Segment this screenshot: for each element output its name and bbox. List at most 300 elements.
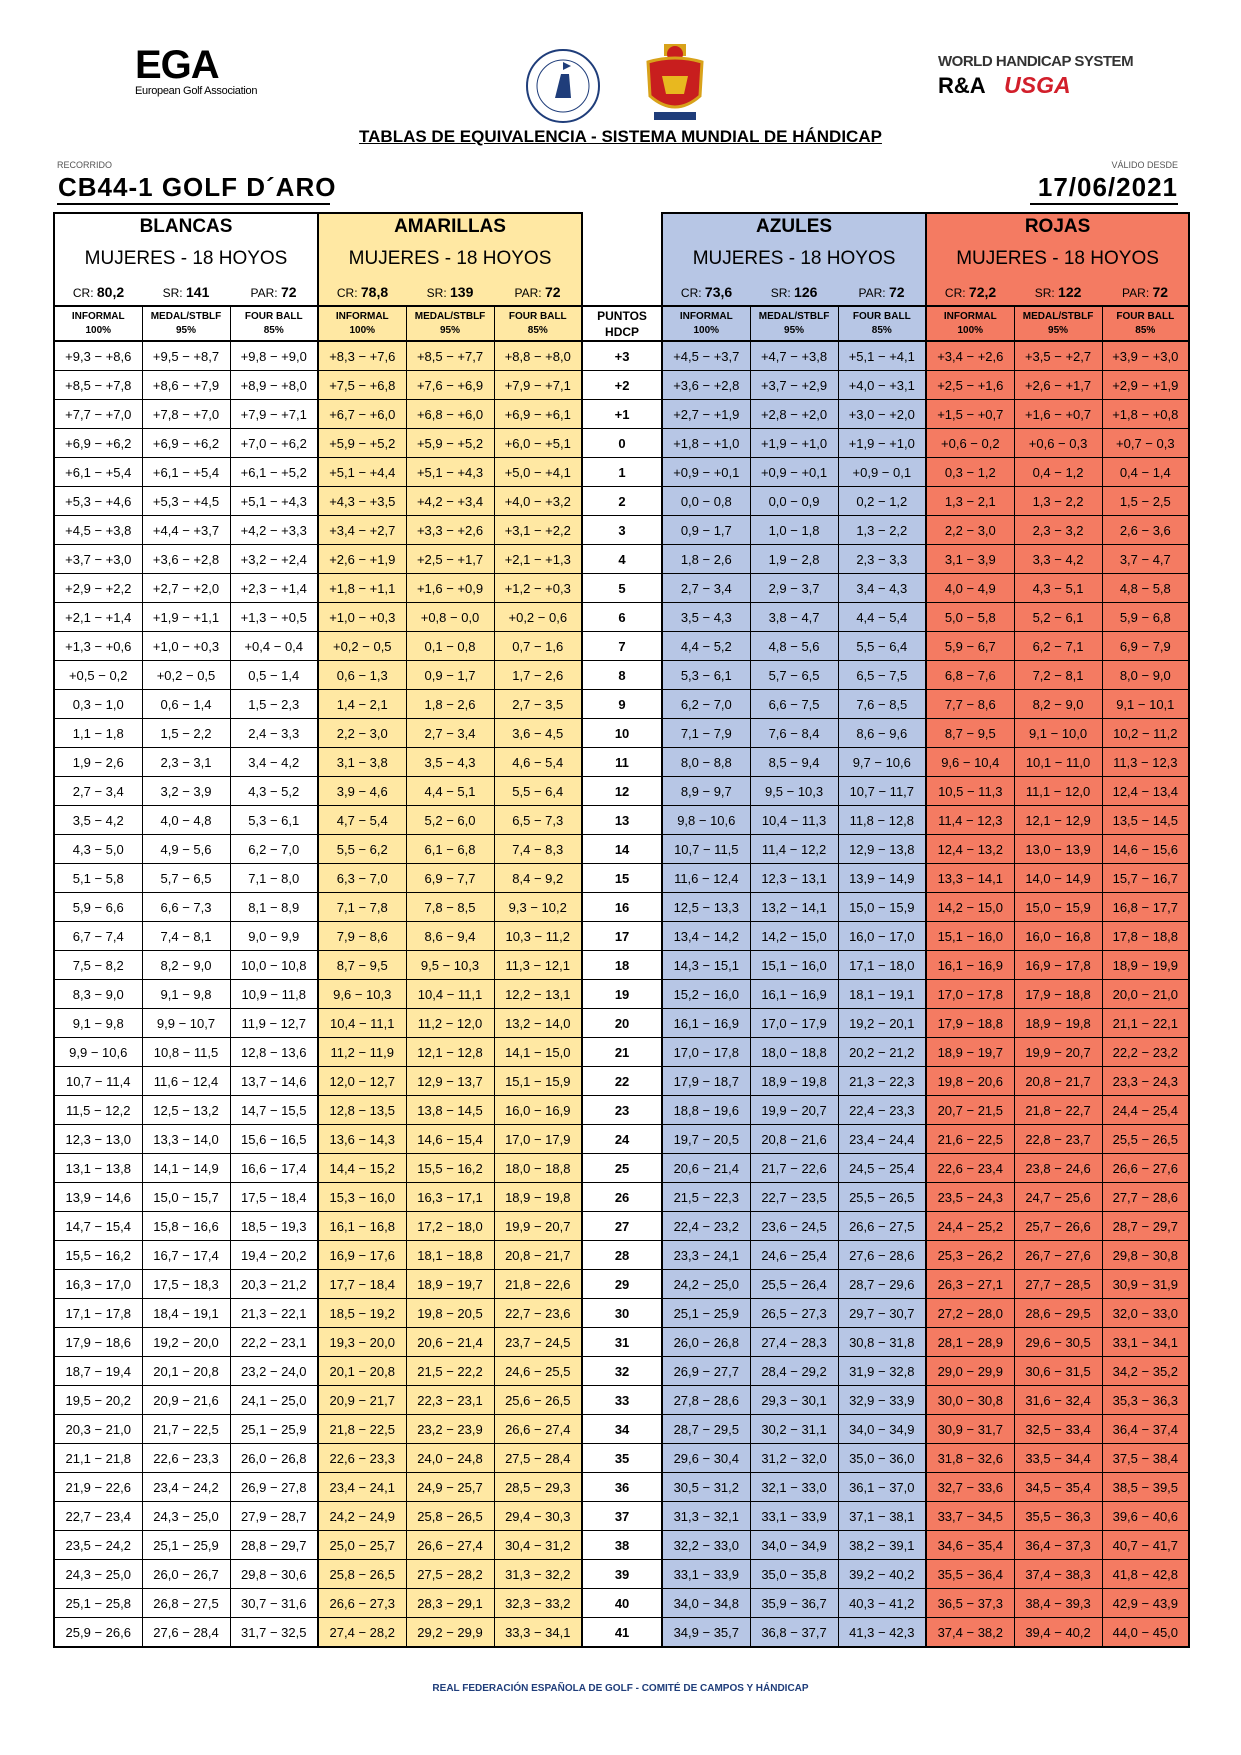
range-cell: +7,6 − +6,9 bbox=[406, 371, 494, 400]
range-cell: 1,9 − 2,6 bbox=[54, 748, 142, 777]
tee-name-azules: AZULES bbox=[662, 213, 926, 240]
range-cell: +6,1 − +5,4 bbox=[54, 458, 142, 487]
range-cell: 20,9 − 21,6 bbox=[142, 1386, 230, 1415]
ega-logo-subtitle: European Golf Association bbox=[135, 85, 258, 97]
range-cell: +5,1 − +4,3 bbox=[406, 458, 494, 487]
range-cell: 3,5 − 4,3 bbox=[406, 748, 494, 777]
range-cell: 11,4 − 12,2 bbox=[750, 835, 838, 864]
range-cell: 17,0 − 17,9 bbox=[750, 1009, 838, 1038]
range-cell: +4,3 − +3,5 bbox=[318, 487, 406, 516]
range-cell: 8,7 − 9,5 bbox=[318, 951, 406, 980]
range-cell: 13,2 − 14,1 bbox=[750, 893, 838, 922]
range-cell: +1,0 − +0,3 bbox=[318, 603, 406, 632]
range-cell: 21,1 − 21,8 bbox=[54, 1444, 142, 1473]
range-cell: 35,5 − 36,4 bbox=[926, 1560, 1014, 1589]
range-cell: 3,6 − 4,5 bbox=[494, 719, 582, 748]
range-cell: 20,3 − 21,2 bbox=[230, 1270, 318, 1299]
rating-cr-azules bbox=[662, 278, 750, 306]
range-cell: 16,9 − 17,8 bbox=[1014, 951, 1102, 980]
range-cell: +0,2 − 0,6 bbox=[494, 603, 582, 632]
table-row bbox=[54, 516, 1189, 545]
range-cell: 14,1 − 14,9 bbox=[142, 1154, 230, 1183]
tee-name-amarillas: AMARILLAS bbox=[318, 213, 582, 240]
usga-logo: USGA bbox=[1004, 72, 1071, 98]
range-cell: 8,0 − 8,8 bbox=[662, 748, 750, 777]
range-cell: 28,4 − 29,2 bbox=[750, 1357, 838, 1386]
range-cell: 39,4 − 40,2 bbox=[1014, 1618, 1102, 1648]
sr-label: SR: bbox=[426, 285, 447, 300]
range-cell: +0,8 − 0,0 bbox=[406, 603, 494, 632]
range-cell: +5,1 − +4,3 bbox=[230, 487, 318, 516]
table-row bbox=[54, 835, 1189, 864]
table-row bbox=[54, 1531, 1189, 1560]
range-cell: 17,8 − 18,8 bbox=[1102, 922, 1189, 951]
range-cell: 4,6 − 5,4 bbox=[494, 748, 582, 777]
range-cell: 4,9 − 5,6 bbox=[142, 835, 230, 864]
range-cell: 20,8 − 21,6 bbox=[750, 1125, 838, 1154]
range-cell: 2,3 − 3,1 bbox=[142, 748, 230, 777]
range-cell: 28,5 − 29,3 bbox=[494, 1473, 582, 1502]
puntos-hdcp-cell: 9 bbox=[582, 690, 662, 719]
range-cell: +8,6 − +7,9 bbox=[142, 371, 230, 400]
range-cell: 6,7 − 7,4 bbox=[54, 922, 142, 951]
range-cell: 18,5 − 19,2 bbox=[318, 1299, 406, 1328]
column-gap bbox=[582, 240, 662, 278]
range-cell: 8,5 − 9,4 bbox=[750, 748, 838, 777]
table-row bbox=[54, 574, 1189, 603]
range-cell: 8,6 − 9,6 bbox=[838, 719, 926, 748]
range-cell: 23,3 − 24,1 bbox=[662, 1241, 750, 1270]
range-cell: +2,9 − +1,9 bbox=[1102, 371, 1189, 400]
column-header-blancas bbox=[230, 306, 318, 341]
par-label: PAR: bbox=[858, 285, 886, 300]
range-cell: +1,3 − +0,5 bbox=[230, 603, 318, 632]
puntos-hdcp-cell: 4 bbox=[582, 545, 662, 574]
range-cell: 12,1 − 12,9 bbox=[1014, 806, 1102, 835]
range-cell: 7,2 − 8,1 bbox=[1014, 661, 1102, 690]
column-header-mode: INFORMAL bbox=[943, 310, 997, 322]
column-header-rojas bbox=[1102, 306, 1189, 341]
table-row bbox=[54, 980, 1189, 1009]
puntos-hdcp-cell: 25 bbox=[582, 1154, 662, 1183]
range-cell: 12,5 − 13,3 bbox=[662, 893, 750, 922]
column-header-mode: INFORMAL bbox=[679, 310, 733, 322]
column-header-azules bbox=[750, 306, 838, 341]
range-cell: 26,0 − 26,8 bbox=[662, 1328, 750, 1357]
ega-logo bbox=[135, 45, 257, 97]
range-cell: 27,4 − 28,3 bbox=[750, 1328, 838, 1357]
puntos-hdcp-cell: 36 bbox=[582, 1473, 662, 1502]
whs-logo bbox=[938, 53, 1133, 99]
range-cell: 26,6 − 27,4 bbox=[494, 1415, 582, 1444]
range-cell: 9,6 − 10,3 bbox=[318, 980, 406, 1009]
range-cell: 28,7 − 29,6 bbox=[838, 1270, 926, 1299]
range-cell: 25,8 − 26,5 bbox=[318, 1560, 406, 1589]
range-cell: +1,6 − +0,7 bbox=[1014, 400, 1102, 429]
range-cell: 25,5 − 26,5 bbox=[1102, 1125, 1189, 1154]
range-cell: 19,8 − 20,6 bbox=[926, 1067, 1014, 1096]
range-cell: 6,2 − 7,1 bbox=[1014, 632, 1102, 661]
range-cell: 5,2 − 6,0 bbox=[406, 806, 494, 835]
column-header-azules bbox=[838, 306, 926, 341]
range-cell: +5,1 − +4,1 bbox=[838, 341, 926, 371]
range-cell: 20,3 − 21,0 bbox=[54, 1415, 142, 1444]
range-cell: +5,1 − +4,4 bbox=[318, 458, 406, 487]
range-cell: 26,3 − 27,1 bbox=[926, 1270, 1014, 1299]
range-cell: 24,3 − 25,0 bbox=[54, 1560, 142, 1589]
range-cell: 11,8 − 12,8 bbox=[838, 806, 926, 835]
range-cell: 24,6 − 25,4 bbox=[750, 1241, 838, 1270]
range-cell: 19,5 − 20,2 bbox=[54, 1386, 142, 1415]
range-cell: 44,0 − 45,0 bbox=[1102, 1618, 1189, 1648]
range-cell: 35,0 − 35,8 bbox=[750, 1560, 838, 1589]
range-cell: 22,6 − 23,3 bbox=[318, 1444, 406, 1473]
par-label: PAR: bbox=[250, 285, 278, 300]
range-cell: 33,7 − 34,5 bbox=[926, 1502, 1014, 1531]
puntos-hdcp-cell: 30 bbox=[582, 1299, 662, 1328]
range-cell: 0,7 − 1,6 bbox=[494, 632, 582, 661]
range-cell: 24,3 − 25,0 bbox=[142, 1502, 230, 1531]
range-cell: 4,4 − 5,2 bbox=[662, 632, 750, 661]
range-cell: 7,7 − 8,6 bbox=[926, 690, 1014, 719]
range-cell: +6,9 − +6,2 bbox=[142, 429, 230, 458]
range-cell: 3,8 − 4,7 bbox=[750, 603, 838, 632]
rating-par-amarillas bbox=[494, 278, 582, 306]
range-cell: 23,2 − 24,0 bbox=[230, 1357, 318, 1386]
range-cell: 14,6 − 15,6 bbox=[1102, 835, 1189, 864]
puntos-hdcp-cell: 15 bbox=[582, 864, 662, 893]
puntos-hdcp-cell: 16 bbox=[582, 893, 662, 922]
range-cell: 21,5 − 22,2 bbox=[406, 1357, 494, 1386]
range-cell: 21,8 − 22,6 bbox=[494, 1270, 582, 1299]
range-cell: 9,1 − 9,8 bbox=[142, 980, 230, 1009]
range-cell: 14,6 − 15,4 bbox=[406, 1125, 494, 1154]
range-cell: +3,7 − +3,0 bbox=[54, 545, 142, 574]
range-cell: 5,5 − 6,2 bbox=[318, 835, 406, 864]
range-cell: 38,4 − 39,3 bbox=[1014, 1589, 1102, 1618]
range-cell: 10,1 − 11,0 bbox=[1014, 748, 1102, 777]
puntos-hdcp-cell: 39 bbox=[582, 1560, 662, 1589]
range-cell: 25,9 − 26,6 bbox=[54, 1618, 142, 1648]
table-row bbox=[54, 1444, 1189, 1473]
puntos-hdcp-cell: 12 bbox=[582, 777, 662, 806]
range-cell: 12,9 − 13,7 bbox=[406, 1067, 494, 1096]
range-cell: 2,9 − 3,7 bbox=[750, 574, 838, 603]
range-cell: 41,8 − 42,8 bbox=[1102, 1560, 1189, 1589]
range-cell: 17,0 − 17,8 bbox=[662, 1038, 750, 1067]
range-cell: 1,5 − 2,2 bbox=[142, 719, 230, 748]
range-cell: 28,6 − 29,5 bbox=[1014, 1299, 1102, 1328]
range-cell: 12,3 − 13,1 bbox=[750, 864, 838, 893]
puntos-hdcp-cell: 41 bbox=[582, 1618, 662, 1648]
range-cell: 3,1 − 3,8 bbox=[318, 748, 406, 777]
range-cell: 21,8 − 22,5 bbox=[318, 1415, 406, 1444]
range-cell: 17,1 − 18,0 bbox=[838, 951, 926, 980]
table-row bbox=[54, 864, 1189, 893]
range-cell: 3,7 − 4,7 bbox=[1102, 545, 1189, 574]
range-cell: 1,5 − 2,3 bbox=[230, 690, 318, 719]
range-cell: 22,2 − 23,1 bbox=[230, 1328, 318, 1357]
range-cell: 4,8 − 5,6 bbox=[750, 632, 838, 661]
column-header-percent: 100% bbox=[693, 324, 720, 336]
range-cell: 22,7 − 23,5 bbox=[750, 1183, 838, 1212]
range-cell: 7,6 − 8,5 bbox=[838, 690, 926, 719]
range-cell: 1,3 − 2,2 bbox=[838, 516, 926, 545]
range-cell: 30,5 − 31,2 bbox=[662, 1473, 750, 1502]
range-cell: 35,5 − 36,3 bbox=[1014, 1502, 1102, 1531]
range-cell: 21,3 − 22,3 bbox=[838, 1067, 926, 1096]
range-cell: 10,8 − 11,5 bbox=[142, 1038, 230, 1067]
column-header-amarillas bbox=[406, 306, 494, 341]
sr-label: SR: bbox=[770, 285, 791, 300]
range-cell: 16,0 − 17,0 bbox=[838, 922, 926, 951]
range-cell: +2,6 − +1,9 bbox=[318, 545, 406, 574]
range-cell: 2,7 − 3,4 bbox=[406, 719, 494, 748]
rating-cr-amarillas bbox=[318, 278, 406, 306]
range-cell: 0,0 − 0,9 bbox=[750, 487, 838, 516]
range-cell: +8,5 − +7,7 bbox=[406, 341, 494, 371]
range-cell: 13,7 − 14,6 bbox=[230, 1067, 318, 1096]
range-cell: 16,8 − 17,7 bbox=[1102, 893, 1189, 922]
range-cell: 32,5 − 33,4 bbox=[1014, 1415, 1102, 1444]
column-header-rojas bbox=[1014, 306, 1102, 341]
range-cell: 33,1 − 34,1 bbox=[1102, 1328, 1189, 1357]
range-cell: +4,0 − +3,1 bbox=[838, 371, 926, 400]
column-header-mode: MEDAL/STBLF bbox=[758, 310, 830, 322]
range-cell: 11,6 − 12,4 bbox=[662, 864, 750, 893]
range-cell: 37,4 − 38,3 bbox=[1014, 1560, 1102, 1589]
column-header-blancas bbox=[142, 306, 230, 341]
table-row bbox=[54, 1502, 1189, 1531]
range-cell: 21,1 − 22,1 bbox=[1102, 1009, 1189, 1038]
range-cell: 10,0 − 10,8 bbox=[230, 951, 318, 980]
column-header-percent: 85% bbox=[263, 324, 284, 336]
range-cell: 17,9 − 18,8 bbox=[1014, 980, 1102, 1009]
range-cell: 31,3 − 32,2 bbox=[494, 1560, 582, 1589]
range-cell: 25,5 − 26,4 bbox=[750, 1270, 838, 1299]
range-cell: 1,3 − 2,2 bbox=[1014, 487, 1102, 516]
range-cell: 1,4 − 2,1 bbox=[318, 690, 406, 719]
range-cell: 16,0 − 16,8 bbox=[1014, 922, 1102, 951]
rating-cr-blancas bbox=[54, 278, 142, 306]
ra-logo: R&A bbox=[938, 73, 986, 98]
range-cell: 5,7 − 6,5 bbox=[750, 661, 838, 690]
range-cell: +3,6 − +2,8 bbox=[662, 371, 750, 400]
range-cell: 32,9 − 33,9 bbox=[838, 1386, 926, 1415]
range-cell: +1,8 − +1,0 bbox=[662, 429, 750, 458]
range-cell: 9,7 − 10,6 bbox=[838, 748, 926, 777]
range-cell: 27,8 − 28,6 bbox=[662, 1386, 750, 1415]
range-cell: 19,4 − 20,2 bbox=[230, 1241, 318, 1270]
column-header-mode: FOUR BALL bbox=[1116, 310, 1175, 322]
range-cell: 6,5 − 7,3 bbox=[494, 806, 582, 835]
range-cell: 29,2 − 29,9 bbox=[406, 1618, 494, 1648]
par-value: 72 bbox=[888, 283, 905, 300]
rating-par-azules bbox=[838, 278, 926, 306]
table-row bbox=[54, 1589, 1189, 1618]
range-cell: 11,3 − 12,3 bbox=[1102, 748, 1189, 777]
course-underline bbox=[57, 203, 330, 205]
range-cell: 29,3 − 30,1 bbox=[750, 1386, 838, 1415]
range-cell: 27,6 − 28,4 bbox=[142, 1618, 230, 1648]
range-cell: 26,0 − 26,8 bbox=[230, 1444, 318, 1473]
range-cell: 19,9 − 20,7 bbox=[1014, 1038, 1102, 1067]
range-cell: 8,9 − 9,7 bbox=[662, 777, 750, 806]
column-header-percent: 95% bbox=[784, 324, 805, 336]
puntos-hdcp-cell: 34 bbox=[582, 1415, 662, 1444]
equivalence-table bbox=[53, 212, 1190, 1648]
range-cell: 31,2 − 32,0 bbox=[750, 1444, 838, 1473]
puntos-hdcp-cell: 29 bbox=[582, 1270, 662, 1299]
range-cell: 30,6 − 31,5 bbox=[1014, 1357, 1102, 1386]
puntos-hdcp-cell: 14 bbox=[582, 835, 662, 864]
range-cell: 24,1 − 25,0 bbox=[230, 1386, 318, 1415]
table-row bbox=[54, 341, 1189, 371]
range-cell: 17,9 − 18,6 bbox=[54, 1328, 142, 1357]
puntos-hdcp-cell: +2 bbox=[582, 371, 662, 400]
column-gap bbox=[582, 278, 662, 306]
range-cell: 5,9 − 6,8 bbox=[1102, 603, 1189, 632]
range-cell: 8,6 − 9,4 bbox=[406, 922, 494, 951]
range-cell: 9,1 − 10,1 bbox=[1102, 690, 1189, 719]
range-cell: 20,9 − 21,7 bbox=[318, 1386, 406, 1415]
range-cell: 22,7 − 23,6 bbox=[494, 1299, 582, 1328]
range-cell: 18,1 − 18,8 bbox=[406, 1241, 494, 1270]
range-cell: 30,9 − 31,9 bbox=[1102, 1270, 1189, 1299]
range-cell: 3,2 − 3,9 bbox=[142, 777, 230, 806]
rating-sr-blancas bbox=[142, 278, 230, 306]
range-cell: 13,1 − 13,8 bbox=[54, 1154, 142, 1183]
column-header-percent: 100% bbox=[957, 324, 984, 336]
range-cell: +0,4 − 0,4 bbox=[230, 632, 318, 661]
range-cell: 24,2 − 24,9 bbox=[318, 1502, 406, 1531]
range-cell: 2,7 − 3,4 bbox=[54, 777, 142, 806]
range-cell: 19,3 − 20,0 bbox=[318, 1328, 406, 1357]
range-cell: 21,7 − 22,6 bbox=[750, 1154, 838, 1183]
range-cell: +2,1 − +1,4 bbox=[54, 603, 142, 632]
range-cell: 23,5 − 24,2 bbox=[54, 1531, 142, 1560]
range-cell: 11,2 − 12,0 bbox=[406, 1009, 494, 1038]
range-cell: 28,7 − 29,7 bbox=[1102, 1212, 1189, 1241]
column-header-mode: MEDAL/STBLF bbox=[150, 310, 222, 322]
range-cell: 13,8 − 14,5 bbox=[406, 1096, 494, 1125]
range-cell: 1,1 − 1,8 bbox=[54, 719, 142, 748]
range-cell: +5,3 − +4,5 bbox=[142, 487, 230, 516]
puntos-hdcp-cell: 35 bbox=[582, 1444, 662, 1473]
range-cell: 6,6 − 7,3 bbox=[142, 893, 230, 922]
range-cell: 10,9 − 11,8 bbox=[230, 980, 318, 1009]
range-cell: +0,5 − 0,2 bbox=[54, 661, 142, 690]
range-cell: 31,3 − 32,1 bbox=[662, 1502, 750, 1531]
column-header-amarillas bbox=[318, 306, 406, 341]
valido-label: VÁLIDO DESDE bbox=[1111, 160, 1178, 170]
range-cell: 31,6 − 32,4 bbox=[1014, 1386, 1102, 1415]
range-cell: 5,2 − 6,1 bbox=[1014, 603, 1102, 632]
cr-value: 73,6 bbox=[704, 283, 733, 300]
sr-value: 126 bbox=[794, 283, 818, 300]
range-cell: 15,5 − 16,2 bbox=[406, 1154, 494, 1183]
puntos-hdcp-cell: 24 bbox=[582, 1125, 662, 1154]
range-cell: +4,5 − +3,8 bbox=[54, 516, 142, 545]
range-cell: 17,2 − 18,0 bbox=[406, 1212, 494, 1241]
range-cell: +0,2 − 0,5 bbox=[318, 632, 406, 661]
range-cell: +7,9 − +7,1 bbox=[230, 400, 318, 429]
range-cell: 8,2 − 9,0 bbox=[1014, 690, 1102, 719]
puntos-hdcp-cell: 27 bbox=[582, 1212, 662, 1241]
range-cell: 17,9 − 18,7 bbox=[662, 1067, 750, 1096]
range-cell: 12,8 − 13,6 bbox=[230, 1038, 318, 1067]
range-cell: 20,8 − 21,7 bbox=[494, 1241, 582, 1270]
range-cell: 12,2 − 13,1 bbox=[494, 980, 582, 1009]
range-cell: 7,6 − 8,4 bbox=[750, 719, 838, 748]
range-cell: 11,2 − 11,9 bbox=[318, 1038, 406, 1067]
range-cell: 16,1 − 16,9 bbox=[662, 1009, 750, 1038]
range-cell: 29,8 − 30,6 bbox=[230, 1560, 318, 1589]
range-cell: +3,5 − +2,7 bbox=[1014, 341, 1102, 371]
range-cell: 22,6 − 23,3 bbox=[142, 1444, 230, 1473]
range-cell: 4,7 − 5,4 bbox=[318, 806, 406, 835]
range-cell: 19,2 − 20,1 bbox=[838, 1009, 926, 1038]
range-cell: 26,9 − 27,7 bbox=[662, 1357, 750, 1386]
range-cell: 22,3 − 23,1 bbox=[406, 1386, 494, 1415]
range-cell: 17,0 − 17,9 bbox=[494, 1125, 582, 1154]
range-cell: 6,9 − 7,7 bbox=[406, 864, 494, 893]
par-label: PAR: bbox=[514, 285, 542, 300]
range-cell: 1,7 − 2,6 bbox=[494, 661, 582, 690]
table-row bbox=[54, 893, 1189, 922]
range-cell: +8,9 − +8,0 bbox=[230, 371, 318, 400]
range-cell: +6,1 − +5,2 bbox=[230, 458, 318, 487]
range-cell: 27,7 − 28,5 bbox=[1014, 1270, 1102, 1299]
range-cell: 30,7 − 31,6 bbox=[230, 1589, 318, 1618]
column-header-percent: 95% bbox=[1048, 324, 1069, 336]
range-cell: +7,5 − +6,8 bbox=[318, 371, 406, 400]
cr-label: CR: bbox=[944, 285, 966, 300]
puntos-header-line2: HDCP bbox=[605, 324, 640, 339]
table-row bbox=[54, 1183, 1189, 1212]
table-row bbox=[54, 951, 1189, 980]
range-cell: 18,9 − 19,7 bbox=[926, 1038, 1014, 1067]
tee-subtitle-azules: MUJERES - 18 HOYOS bbox=[662, 240, 926, 278]
range-cell: 24,0 − 24,8 bbox=[406, 1444, 494, 1473]
range-cell: 18,9 − 19,8 bbox=[750, 1067, 838, 1096]
range-cell: 42,9 − 43,9 bbox=[1102, 1589, 1189, 1618]
range-cell: 7,4 − 8,1 bbox=[142, 922, 230, 951]
range-cell: +3,2 − +2,4 bbox=[230, 545, 318, 574]
range-cell: 6,6 − 7,5 bbox=[750, 690, 838, 719]
puntos-hdcp-cell: 19 bbox=[582, 980, 662, 1009]
table-row bbox=[54, 1299, 1189, 1328]
range-cell: 16,3 − 17,0 bbox=[54, 1270, 142, 1299]
range-cell: 10,7 − 11,7 bbox=[838, 777, 926, 806]
range-cell: 40,3 − 41,2 bbox=[838, 1589, 926, 1618]
table-row bbox=[54, 545, 1189, 574]
range-cell: 32,7 − 33,6 bbox=[926, 1473, 1014, 1502]
range-cell: 10,5 − 11,3 bbox=[926, 777, 1014, 806]
column-header-mode: MEDAL/STBLF bbox=[1022, 310, 1094, 322]
range-cell: 6,8 − 7,6 bbox=[926, 661, 1014, 690]
range-cell: 27,9 − 28,7 bbox=[230, 1502, 318, 1531]
range-cell: 28,3 − 29,1 bbox=[406, 1589, 494, 1618]
range-cell: 22,7 − 23,4 bbox=[54, 1502, 142, 1531]
range-cell: 32,1 − 33,0 bbox=[750, 1473, 838, 1502]
range-cell: 0,0 − 0,8 bbox=[662, 487, 750, 516]
column-header-percent: 85% bbox=[871, 324, 892, 336]
table-row bbox=[54, 1415, 1189, 1444]
range-cell: 5,0 − 5,8 bbox=[926, 603, 1014, 632]
range-cell: 34,0 − 34,9 bbox=[750, 1531, 838, 1560]
range-cell: 15,2 − 16,0 bbox=[662, 980, 750, 1009]
